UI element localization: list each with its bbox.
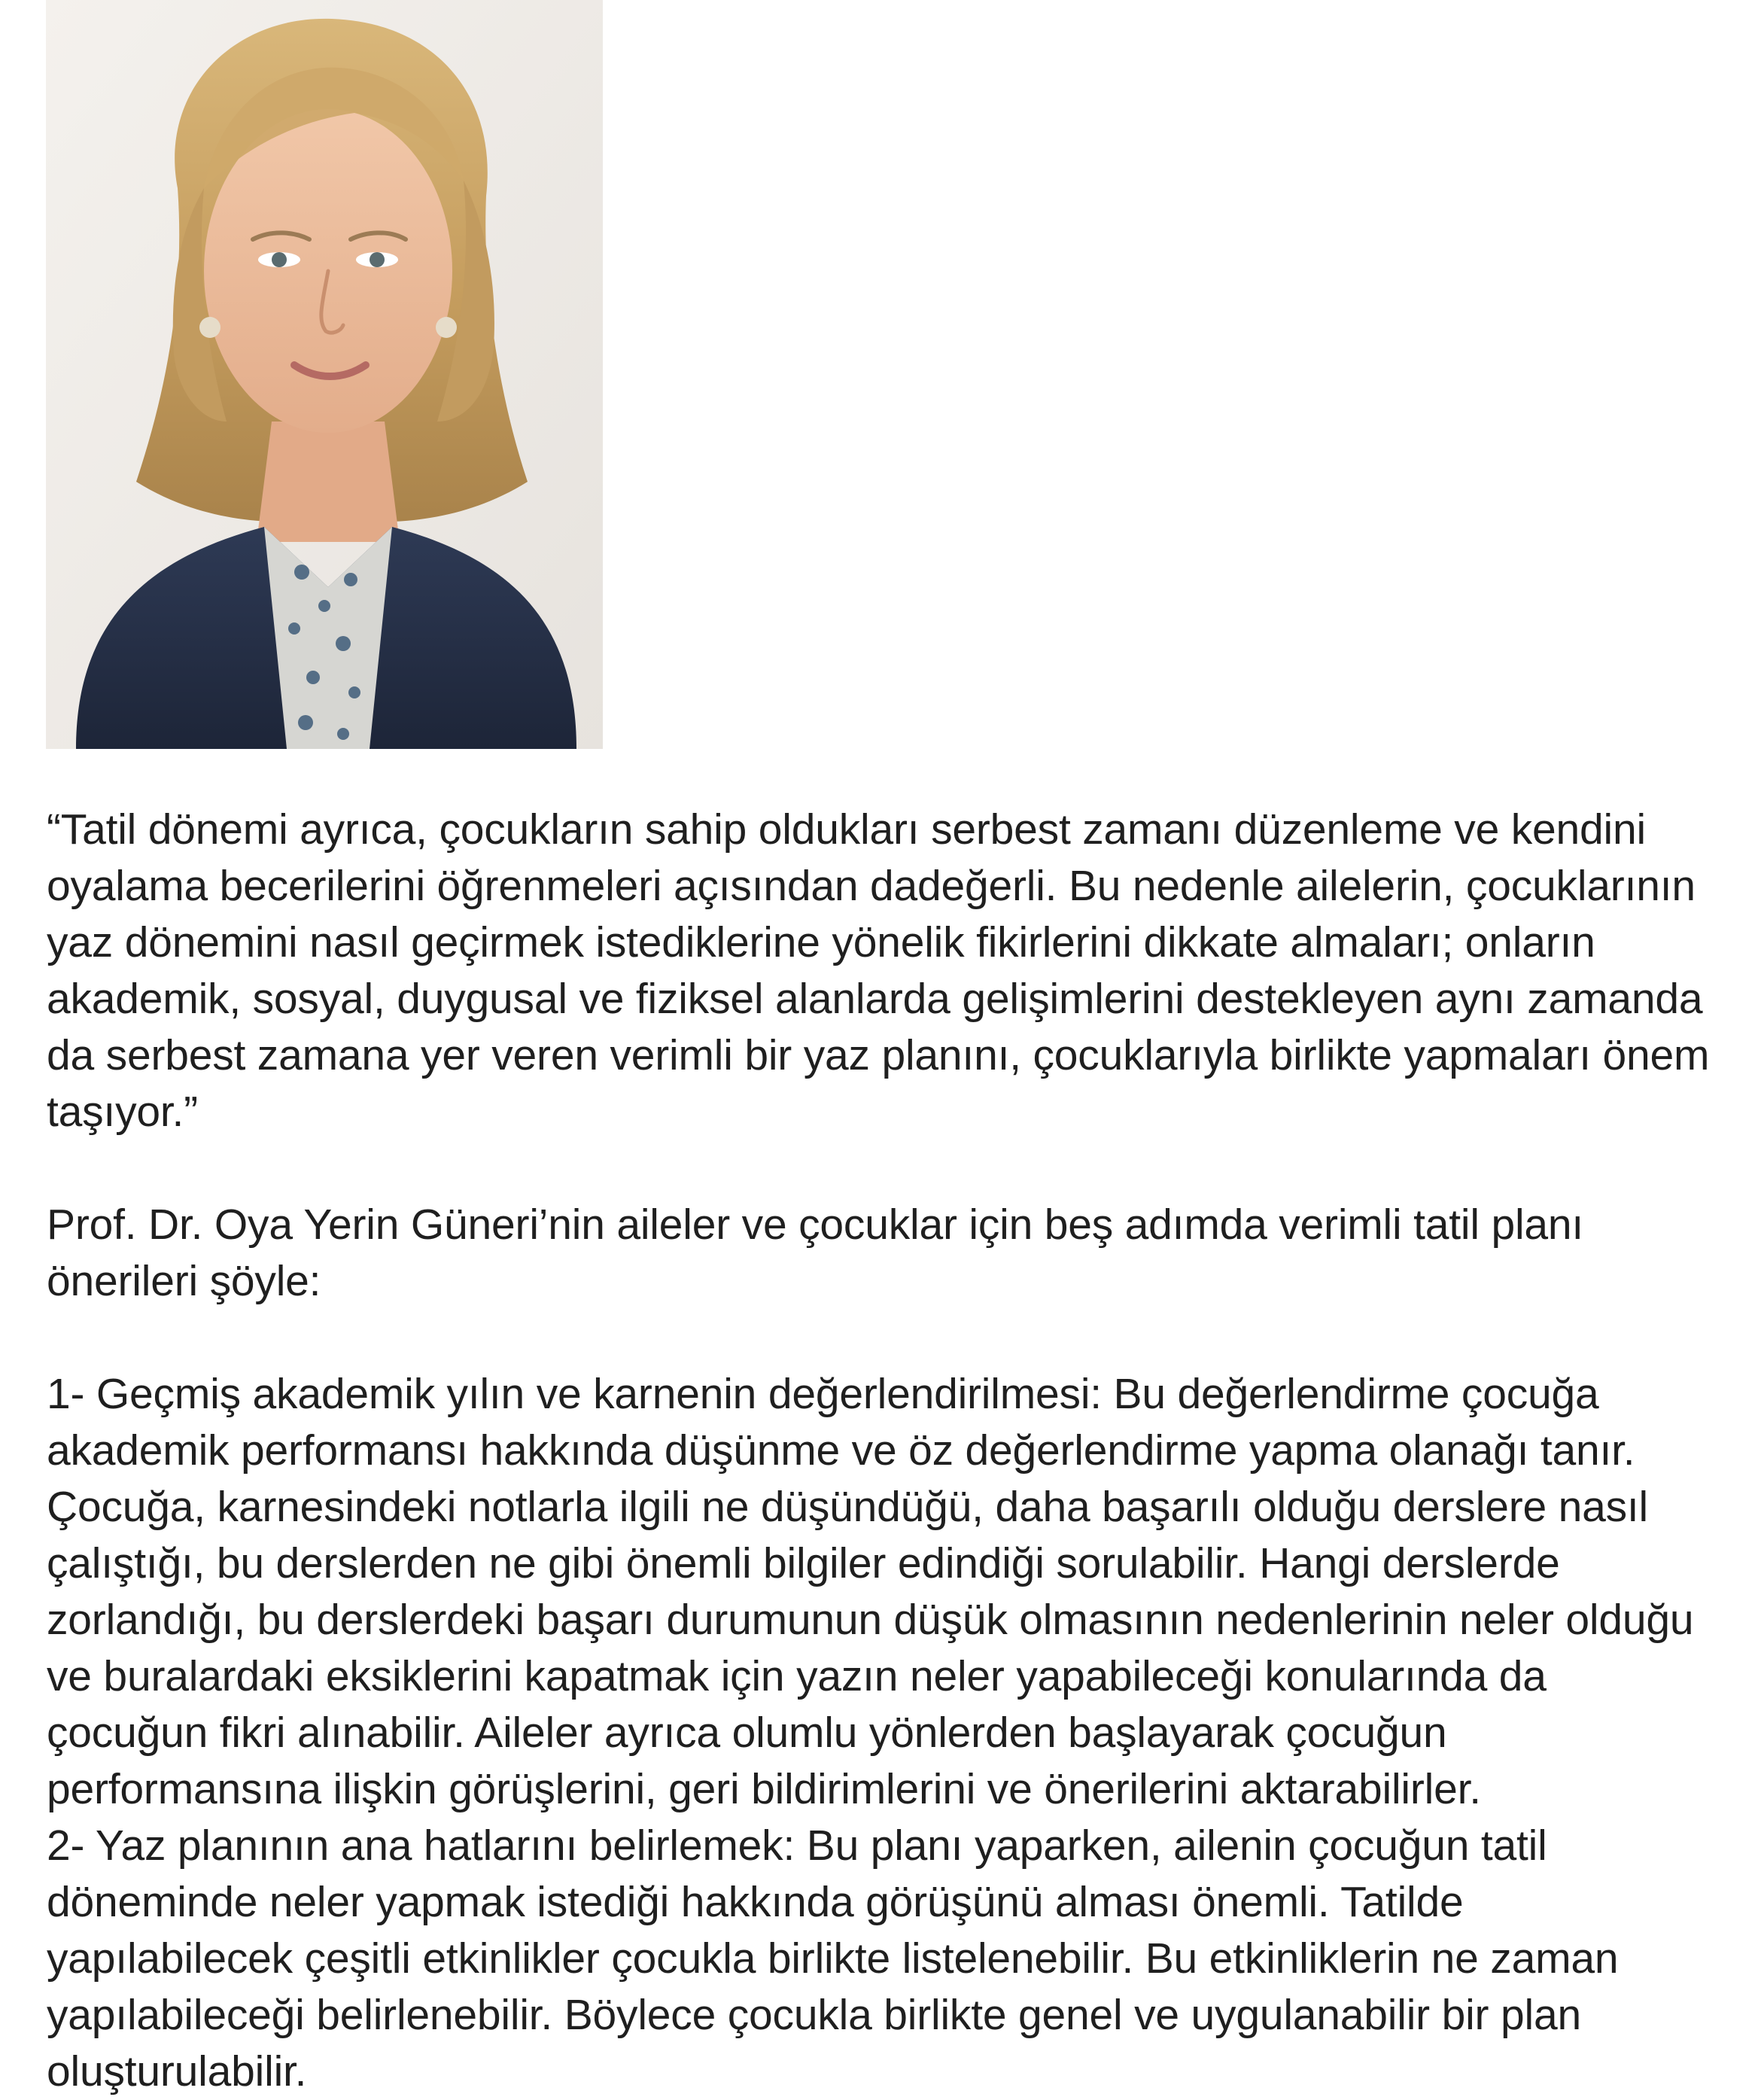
paragraph-gap xyxy=(47,1140,1717,1197)
portrait-photo xyxy=(46,0,603,749)
portrait-illustration xyxy=(46,0,603,749)
step-2-paragraph: 2- Yaz planının ana hatlarını belirlemek: Bu planı yaparken, ailenin çocuğun tatil döneminde neler yapmak istediği hakkında görüşünü alması önemli. Tatilde yapılabilecek çeşitli etkinlikler çocukla birlikte listelenebilir. Bu etkinliklerin ne zaman yapılabileceği belirlenebilir. Böylece çocukla birlikte genel ve uygulanabilir bir plan oluşturulabilir. xyxy=(47,1822,1619,2095)
article-body xyxy=(47,802,1717,2100)
quote-paragraph: “Tatil dönemi ayrıca, çocukların sahip oldukları serbest zamanı düzenleme ve kendini oyalama becerilerini öğrenmeleri açısından dadeğerli. Bu nedenle ailelerin, çocuklarının yaz dönemini nasıl geçirmek istediklerine yönelik fikirlerini dikkate almaları; onların akademik, sosyal, duygusal ve fiziksel alanlarda gelişimlerini destekleyen aynı zamanda da serbest zamana yer veren verimli bir yaz planını, çocuklarıyla birlikte yapmaları önem taşıyor.” xyxy=(47,805,1710,1136)
paragraph-gap xyxy=(47,1310,1717,1366)
step-1-paragraph: 1- Geçmiş akademik yılın ve karnenin değerlendirilmesi: Bu değerlendirme çocuğa akademik performansı hakkında düşünme ve öz değerlendirme yapma olanağı tanır. Çocuğa, karnesindeki notlarla ilgili ne düşündüğü, daha başarılı olduğu derslere nasıl çalıştığı, bu derslerden ne gibi önemli bilgiler edindiği sorulabilir. Hangi derslerde zorlandığı, bu derslerdeki başarı durumunun düşük olmasının nedenlerinin neler olduğu ve buralardaki eksiklerini kapatmak için yazın neler yapabileceği konularında da çocuğun fikri alınabilir. Aileler ayrıca olumlu yönlerden başlayarak çocuğun performansına ilişkin görüşlerini, geri bildirimlerini ve önerilerini aktarabilirler. xyxy=(47,1370,1694,1813)
intro-paragraph: Prof. Dr. Oya Yerin Güneri’nin aileler ve çocuklar için beş adımda verimli tatil planı önerileri şöyle: xyxy=(47,1201,1584,1305)
